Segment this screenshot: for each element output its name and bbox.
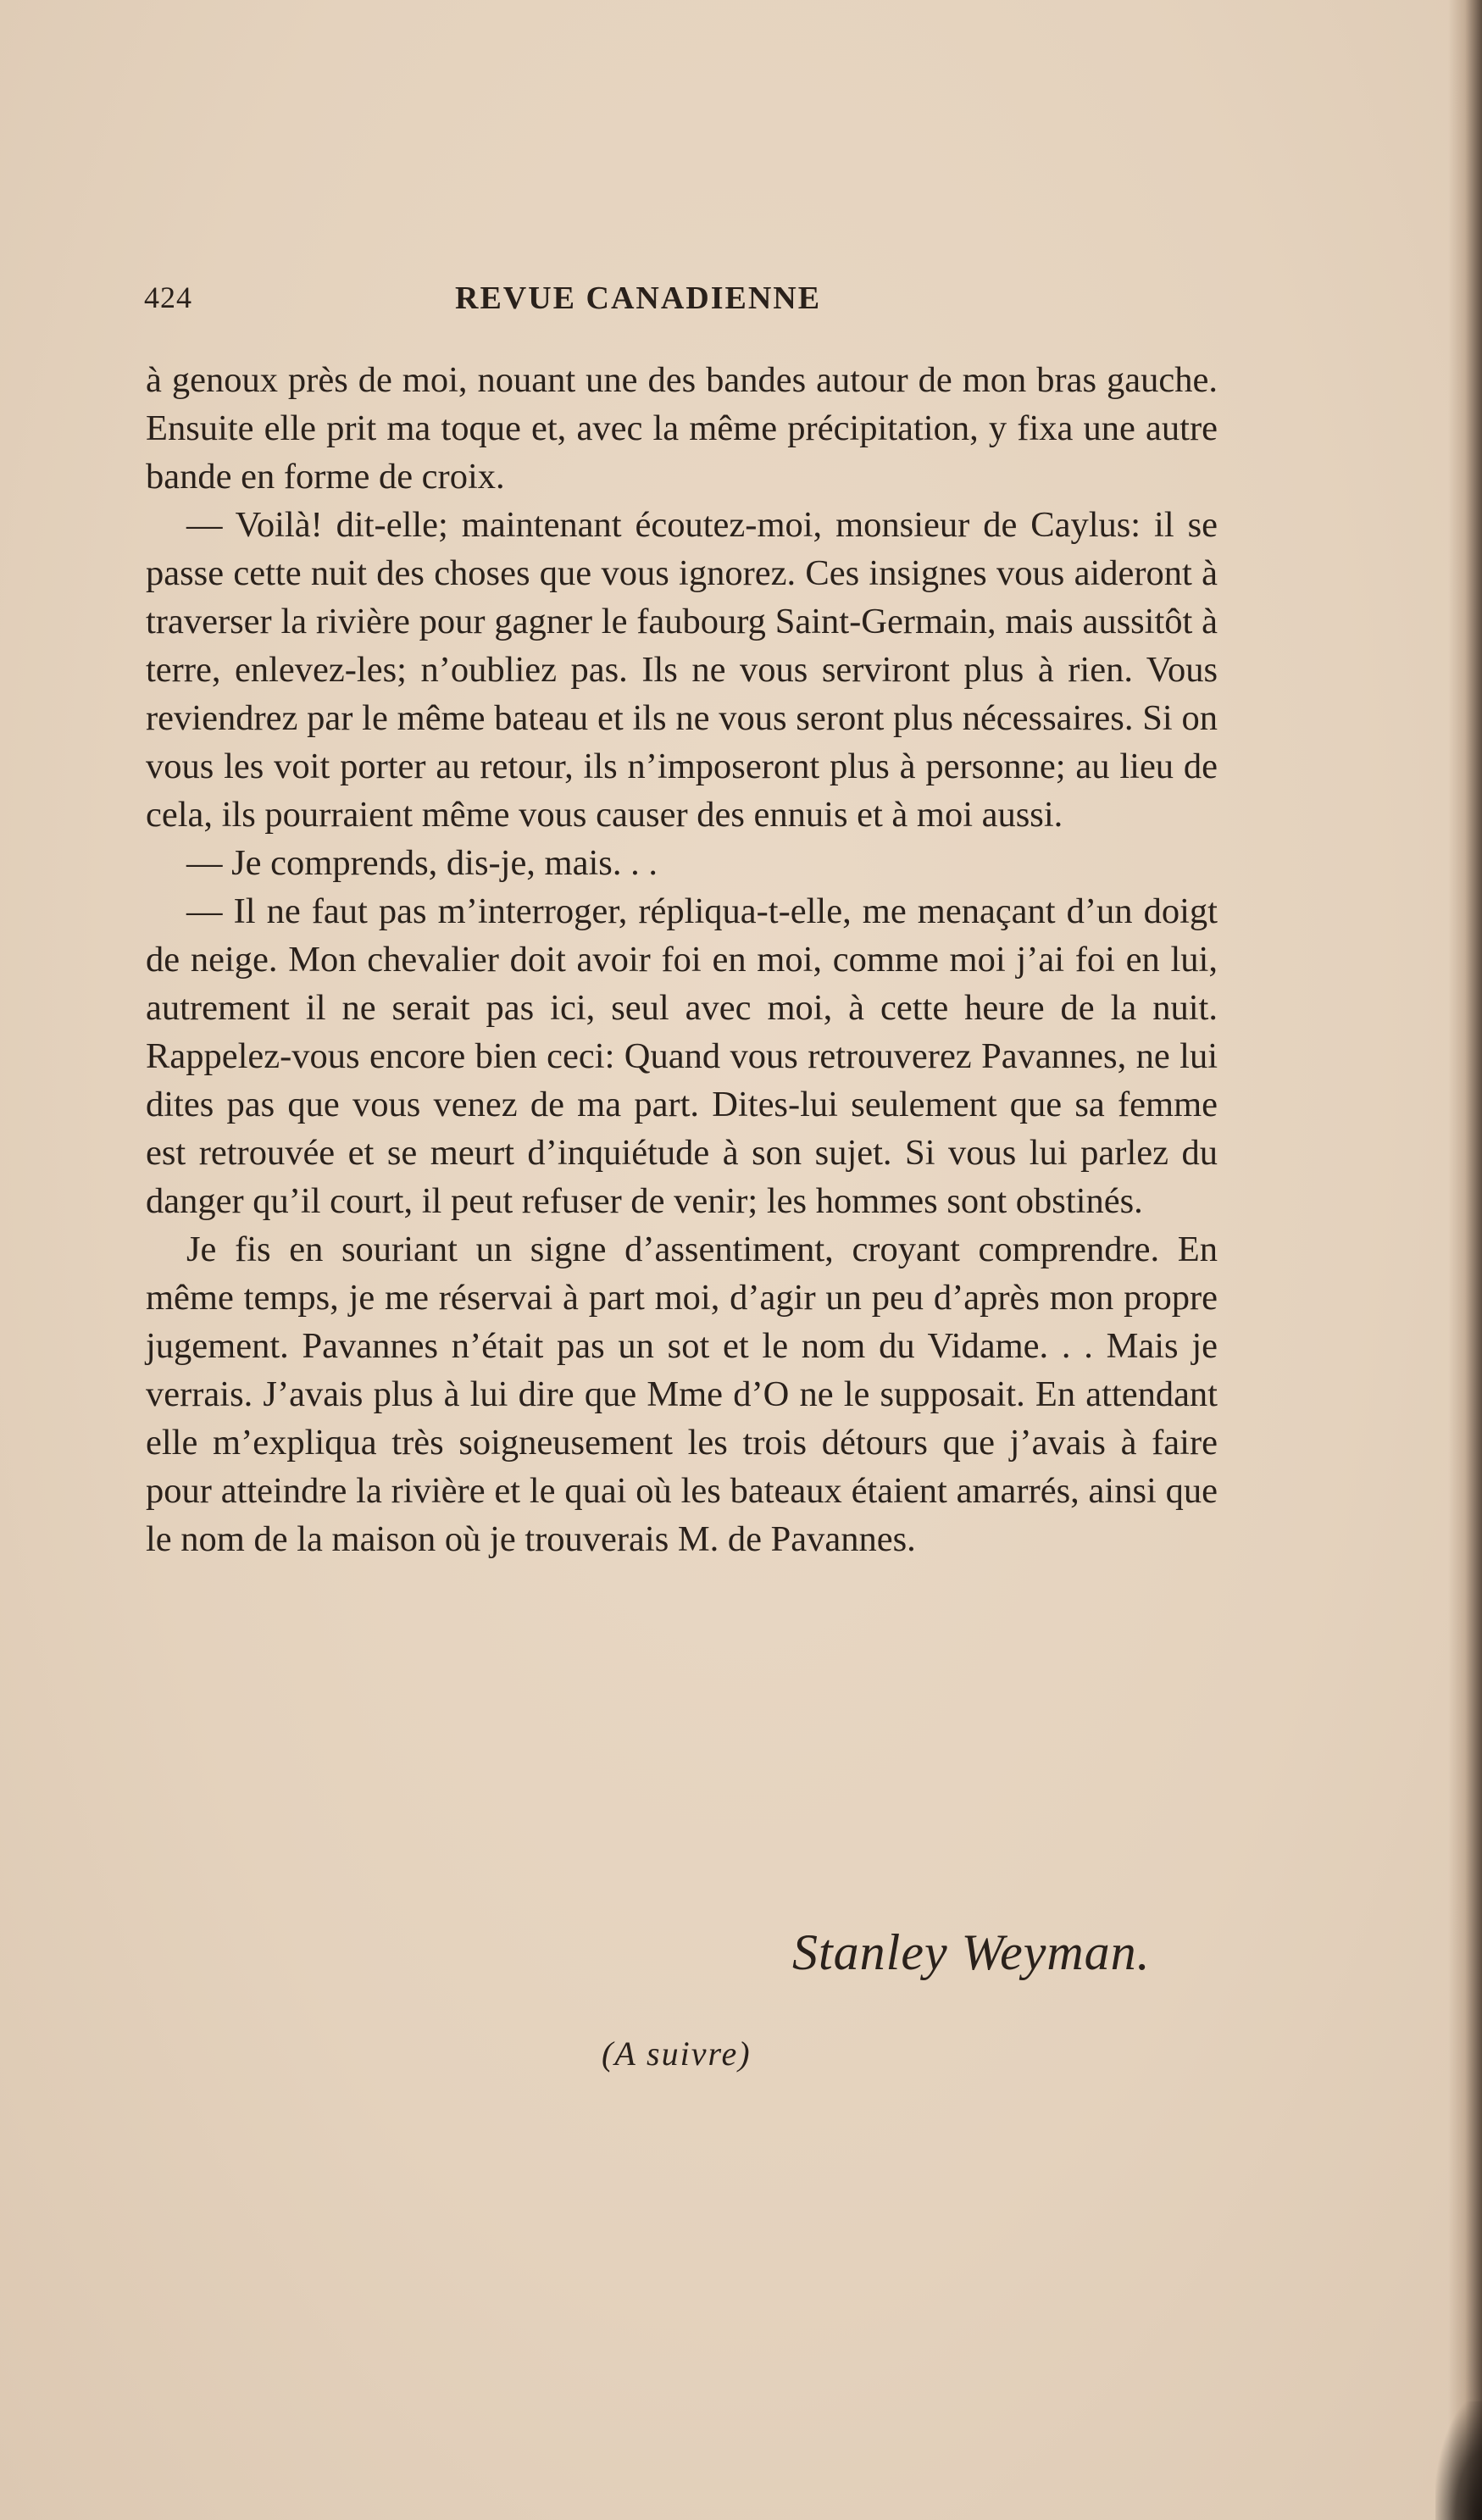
continued-note: (A suivre) xyxy=(602,2034,752,2073)
paragraph: — Il ne faut pas m’interroger, répliqua-t-elle, me menaçant d’un doigt de neige. Mon chevalier doit avoir foi en moi, comme moi j’ai foi en lui, autrement il ne serait pas ici, seul avec moi, à cette heure de la nuit. Rappelez-vous encore bien ceci: Quand vous retrouverez Pavannes, ne lui dites pas que vous venez de ma part. Dites-lui seulement que sa femme est retrouvée et se meurt d’inquiétude à son sujet. Si vous lui parlez du danger qu’il court, il peut refuser de venir; les hommes sont obstinés. xyxy=(146,891,1218,1221)
paragraph: à genoux près de moi, nouant une des bandes autour de mon bras gauche. Ensuite elle prit ma toque et, avec la même précipitation, y fixa une autre bande en forme de croix. xyxy=(146,360,1218,497)
paragraph: Je fis en souriant un signe d’assentiment, croyant comprendre. En même temps, je me réservai à part moi, d’agir un peu d’après mon propre jugement. Pavannes n’était pas un sot et le nom du Vidame. . . Mais je verrais. J’avais plus à lui dire que Mme d’O ne le supposait. En attendant elle m’expliqua très soigneusement les trois détours que j’avais à faire pour atteindre la rivière et le quai où les bateaux étaient amarrés, ainsi que le nom de la maison où je trouverais M. de Pavannes. xyxy=(146,1229,1218,1559)
body-text xyxy=(146,356,1218,1563)
author-signature: Stanley Weyman. xyxy=(792,1924,1151,1980)
paragraph: — Je comprends, dis-je, mais. . . xyxy=(186,843,658,883)
page-edge-shadow xyxy=(1448,0,1482,2520)
paragraph: — Voilà! dit-elle; maintenant écoutez-moi, monsieur de Caylus: il se passe cette nuit des choses que vous ignorez. Ces insignes vous aideront à traverser la rivière pour gagner le faubourg Saint-Germain, mais aussitôt à terre, enlevez-les; n’oubliez pas. Ils ne vous serviront plus à rien. Vous reviendrez par le même bateau et ils ne vous seront plus nécessaires. Si on vous les voit porter au retour, ils n’imposeront plus à personne; au lieu de cela, ils pourraient même vous causer des ennuis et à moi aussi. xyxy=(146,505,1218,835)
page-header xyxy=(144,280,907,330)
running-head: REVUE CANADIENNE xyxy=(455,280,822,316)
page-number: 424 xyxy=(144,280,192,314)
page-corner-shadow xyxy=(1435,2401,1482,2520)
